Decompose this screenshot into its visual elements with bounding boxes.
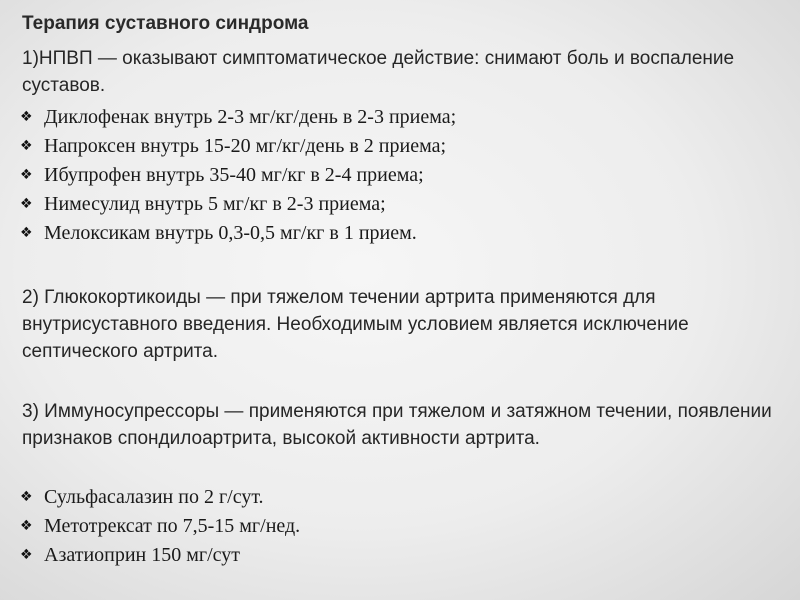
bullet-icon: ❖ xyxy=(20,489,33,505)
list-item xyxy=(20,219,780,248)
bullet-icon: ❖ xyxy=(20,167,33,183)
list-item-text: Мелоксикам внутрь 0,3-0,5 мг/кг в 1 прием. xyxy=(44,222,417,244)
list-item-text: Диклофенак внутрь 2-3 мг/кг/день в 2-3 приема; xyxy=(44,106,457,128)
list-item-text: Метотрексат по 7,5-15 мг/нед. xyxy=(44,515,301,537)
list-item-text: Нимесулид внутрь 5 мг/кг в 2-3 приема; xyxy=(44,193,386,215)
immunosuppressor-list xyxy=(20,483,780,570)
list-item-text: Ибупрофен внутрь 35-40 мг/кг в 2-4 приема; xyxy=(44,164,424,186)
list-item-text: Сульфасалазин по 2 г/сут. xyxy=(44,486,264,508)
list-item xyxy=(20,541,780,570)
bullet-icon: ❖ xyxy=(20,547,33,563)
list-item xyxy=(20,161,780,190)
list-item-text: Азатиоприн 150 мг/сут xyxy=(44,544,241,566)
list-item xyxy=(20,483,780,512)
bullet-icon: ❖ xyxy=(20,109,33,125)
list-item xyxy=(20,512,780,541)
section-3-text: 3) Иммуносупрессоры — применяются при тяжелом и затяжном течении, появлении признаков спондилоартрита, высокой активности артрита. xyxy=(22,401,772,449)
bullet-icon: ❖ xyxy=(20,196,33,212)
bullet-icon: ❖ xyxy=(20,225,33,241)
slide-title: Терапия суставного синдрома xyxy=(22,13,309,34)
section-1-text: 1)НПВП — оказывают симптоматическое действие: снимают боль и воспаление суставов. xyxy=(22,48,735,96)
section-2-text: 2) Глюкокортикоиды — при тяжелом течении артрита применяются для внутрисуставного введения. Необходимым условием является исключение септического артрита. xyxy=(22,287,689,362)
nsaid-list xyxy=(20,103,780,248)
bullet-icon: ❖ xyxy=(20,518,33,534)
bullet-icon: ❖ xyxy=(20,138,33,154)
list-item xyxy=(20,103,780,132)
list-item xyxy=(20,190,780,219)
list-item-text: Напроксен внутрь 15-20 мг/кг/день в 2 приема; xyxy=(44,135,447,157)
list-item xyxy=(20,132,780,161)
